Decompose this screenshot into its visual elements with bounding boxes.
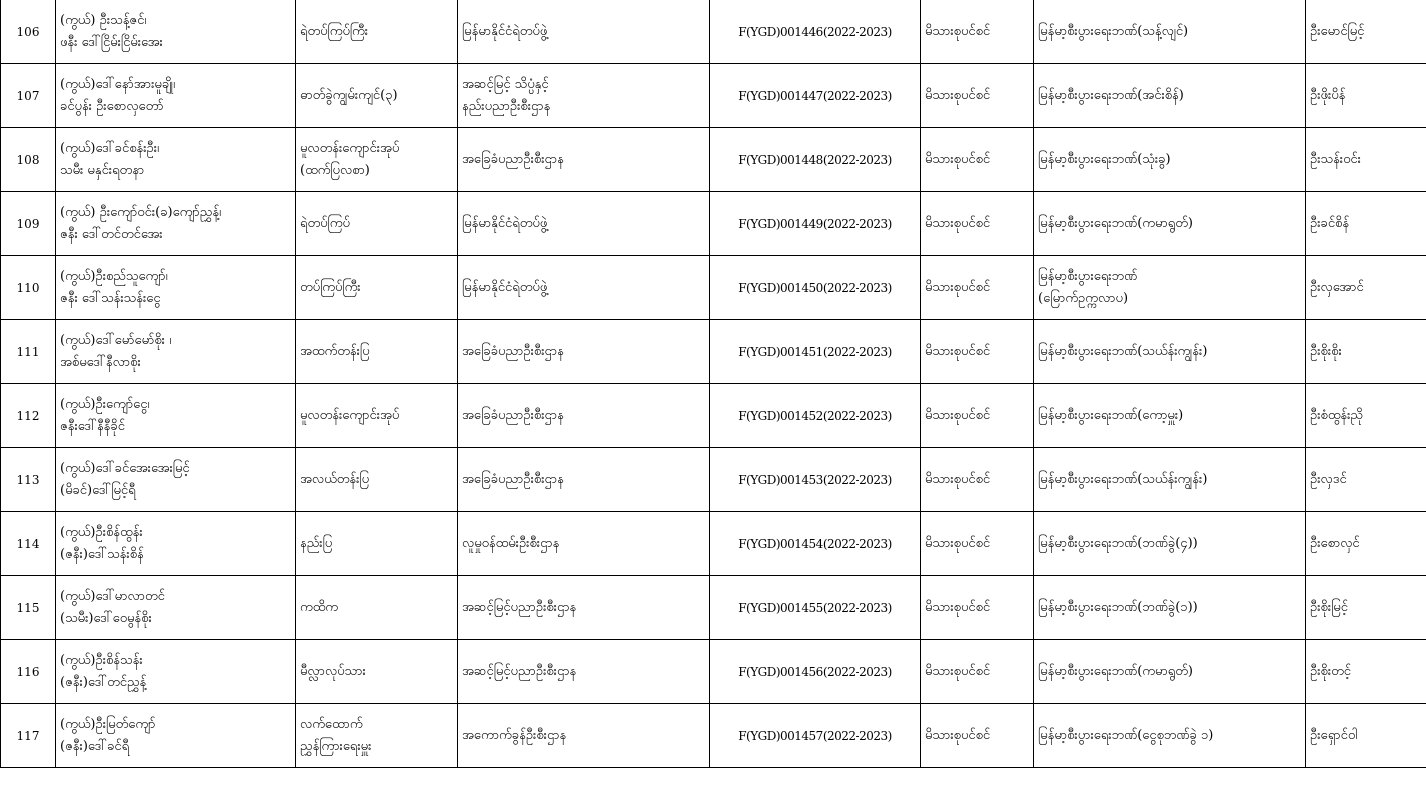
deceased-and-beneficiary-line: (ဇနီး)ဒေါ်တင်ညွှန့်: [60, 674, 147, 690]
row-number-cell: 116: [1, 640, 56, 704]
rank-line: တပ်ကြပ်ကြီး: [300, 279, 361, 295]
department-line: အခြေခံပညာဦးစီးဌာန: [462, 343, 564, 359]
deceased-and-beneficiary-line: (ကွယ်)ဒေါ်ခင်စန်းဦး၊: [60, 140, 160, 156]
pension-code-cell: F(YGD)001448(2022-2023): [710, 128, 921, 192]
rank-line: လက်ထောက်: [300, 716, 363, 732]
department-cell: [458, 384, 710, 448]
payment-bank-line: မြန်မာ့စီးပွားရေးဘဏ်(သယ်န်းကျွန်း): [1038, 471, 1208, 487]
deceased-and-beneficiary-line: (ကွယ်)ဒေါ်ခင်အေးအေးမြင့်: [60, 460, 190, 476]
department-line: အခြေခံပညာဦးစီးဌာန: [462, 151, 564, 167]
pension-type-cell: မိသားစုပင်စင်: [921, 256, 1034, 320]
deceased-and-beneficiary-line: ခင်ပွန်း ဦးစောလှတော်: [60, 98, 164, 114]
rank-cell: [296, 704, 458, 768]
rank-line: မီလ္လာလုပ်သား: [300, 663, 366, 679]
payment-bank-cell: [1034, 576, 1306, 640]
rank-line: မူလတန်းကျောင်းအုပ်: [300, 407, 400, 423]
pension-code-cell: F(YGD)001457(2022-2023): [710, 704, 921, 768]
row-number-cell: 108: [1, 128, 56, 192]
rank-line: ရဲတပ်ကြပ်: [300, 215, 350, 231]
pension-type-cell: မိသားစုပင်စင်: [921, 128, 1034, 192]
department-cell: [458, 256, 710, 320]
deceased-and-beneficiary-line: (ကွယ်)ဦးစိန်ထွန်း: [60, 524, 143, 540]
row-number-cell: 107: [1, 64, 56, 128]
department-cell: [458, 0, 710, 64]
pension-code-cell: F(YGD)001455(2022-2023): [710, 576, 921, 640]
table-row: [1, 512, 1426, 576]
row-number-cell: 106: [1, 0, 56, 64]
pension-code-cell: F(YGD)001449(2022-2023): [710, 192, 921, 256]
department-line: နည်းပညာဦးစီးဌာန: [462, 98, 551, 114]
table-row: [1, 576, 1426, 640]
deceased-and-beneficiary-cell: [56, 256, 296, 320]
pension-code-cell: F(YGD)001447(2022-2023): [710, 64, 921, 128]
pension-type-cell: မိသားစုပင်စင်: [921, 704, 1034, 768]
payment-bank-line: မြန်မာ့စီးပွားရေးဘဏ်(ဘဏ်ခွဲ(၄)): [1038, 535, 1198, 551]
payment-bank-cell: [1034, 256, 1306, 320]
payment-bank-cell: [1034, 64, 1306, 128]
pension-code-cell: F(YGD)001451(2022-2023): [710, 320, 921, 384]
deceased-and-beneficiary-cell: [56, 512, 296, 576]
table-row: [1, 448, 1426, 512]
department-line: အဆင့်မြင့်ပညာဦးစီးဌာန: [462, 663, 577, 679]
pension-type-cell: မိသားစုပင်စင်: [921, 384, 1034, 448]
department-line: မြန်မာနိုင်ငံရဲတပ်ဖွဲ့: [462, 23, 548, 39]
row-number-cell: 114: [1, 512, 56, 576]
deceased-and-beneficiary-cell: [56, 64, 296, 128]
row-number-cell: 115: [1, 576, 56, 640]
department-line: အခြေခံပညာဦးစီးဌာန: [462, 407, 564, 423]
payee-cell: ဦးစိုးမြင့်: [1306, 576, 1426, 640]
payment-bank-line: မြန်မာ့စီးပွားရေးဘဏ်(ကမာရွတ်): [1038, 663, 1193, 679]
payment-bank-line: မြန်မာ့စီးပွားရေးဘဏ်(ဘဏ်ခွဲ(၁)): [1038, 599, 1198, 615]
payee-cell: ဦးစိုးစိုး: [1306, 320, 1426, 384]
table-row: [1, 64, 1426, 128]
department-line: အဆင့်မြင့် သိပ္ပံနှင့်: [462, 76, 549, 92]
row-number-cell: 113: [1, 448, 56, 512]
pension-type-cell: မိသားစုပင်စင်: [921, 64, 1034, 128]
rank-line: (ထက်ပြလစာ): [300, 162, 370, 178]
deceased-and-beneficiary-cell: [56, 576, 296, 640]
rank-cell: [296, 192, 458, 256]
department-cell: [458, 128, 710, 192]
row-number-cell: 109: [1, 192, 56, 256]
table-row: [1, 128, 1426, 192]
department-line: မြန်မာနိုင်ငံရဲတပ်ဖွဲ့: [462, 279, 548, 295]
payment-bank-cell: [1034, 192, 1306, 256]
rank-line: အလယ်တန်းပြ: [300, 471, 370, 487]
table-row: [1, 192, 1426, 256]
department-cell: [458, 192, 710, 256]
rank-cell: [296, 384, 458, 448]
deceased-and-beneficiary-line: အစ်မဒေါ်နီလာစိုး: [60, 354, 141, 370]
table-row: [1, 256, 1426, 320]
payee-cell: ဦးစောလှင်: [1306, 512, 1426, 576]
department-line: လူမှုဝန်ထမ်းဦးစီးဌာန: [462, 535, 560, 551]
deceased-and-beneficiary-line: (ကွယ်)ဒေါ်နော်အားမူချို၊: [60, 76, 176, 92]
rank-cell: [296, 512, 458, 576]
deceased-and-beneficiary-line: (ဇနီး)ဒေါ်ခင်ရီ: [60, 738, 130, 754]
payment-bank-line: မြန်မာ့စီးပွားရေးဘဏ်(အင်းစိန်): [1038, 87, 1184, 103]
table-row: [1, 640, 1426, 704]
rank-cell: [296, 448, 458, 512]
payee-cell: ဦးလှအောင်: [1306, 256, 1426, 320]
deceased-and-beneficiary-line: (ကွယ်)ဦးစည်သူကျော်၊: [60, 268, 168, 284]
pension-code-cell: F(YGD)001456(2022-2023): [710, 640, 921, 704]
department-cell: [458, 576, 710, 640]
department-line: မြန်မာနိုင်ငံရဲတပ်ဖွဲ့: [462, 215, 548, 231]
deceased-and-beneficiary-cell: [56, 128, 296, 192]
deceased-and-beneficiary-line: (ကွယ်) ဦးသန့်ဇင်၊: [60, 12, 147, 28]
rank-line: ညွှန်ကြားရေးမှူး: [300, 738, 372, 754]
rank-cell: [296, 256, 458, 320]
pension-type-cell: မိသားစုပင်စင်: [921, 576, 1034, 640]
payment-bank-line: မြန်မာ့စီးပွားရေးဘဏ်(သုံးခွ): [1038, 151, 1171, 167]
payment-bank-cell: [1034, 448, 1306, 512]
deceased-and-beneficiary-line: ဖနီး ဒေါ်ငြိမ်းငြိမ်းအေး: [60, 34, 163, 50]
rank-cell: [296, 320, 458, 384]
row-number-cell: 110: [1, 256, 56, 320]
deceased-and-beneficiary-cell: [56, 640, 296, 704]
deceased-and-beneficiary-cell: [56, 0, 296, 64]
pension-code-cell: F(YGD)001446(2022-2023): [710, 0, 921, 64]
table-row: [1, 320, 1426, 384]
payment-bank-line: မြန်မာ့စီးပွားရေးဘဏ်(သယ်န်းကျွန်း): [1038, 343, 1208, 359]
payment-bank-cell: [1034, 320, 1306, 384]
payee-cell: ဦးဖိုးပိန်: [1306, 64, 1426, 128]
department-line: အဆင့်မြင့်ပညာဦးစီးဌာန: [462, 599, 577, 615]
pension-code-cell: F(YGD)001453(2022-2023): [710, 448, 921, 512]
rank-cell: [296, 128, 458, 192]
payment-bank-cell: [1034, 384, 1306, 448]
payment-bank-cell: [1034, 704, 1306, 768]
deceased-and-beneficiary-line: သမီး မနှင်းရတနာ: [60, 162, 145, 178]
department-cell: [458, 704, 710, 768]
pension-code-cell: F(YGD)001450(2022-2023): [710, 256, 921, 320]
deceased-and-beneficiary-line: (ကွယ်)ဦးကျော်ငွေ၊: [60, 396, 150, 412]
department-cell: [458, 448, 710, 512]
department-line: အခြေခံပညာဦးစီးဌာန: [462, 471, 564, 487]
payee-cell: ဦးသန်းဝင်း: [1306, 128, 1426, 192]
rank-line: အထက်တန်းပြ: [300, 343, 370, 359]
rank-line: ကထိက: [300, 599, 339, 615]
payment-bank-line: (မြောက်ဥက္ကလာပ): [1038, 290, 1129, 306]
payment-bank-line: မြန်မာ့စီးပွားရေးဘဏ်(ကမာရွတ်): [1038, 215, 1193, 231]
row-number-cell: 111: [1, 320, 56, 384]
department-cell: [458, 320, 710, 384]
table-body: [1, 0, 1426, 768]
payee-cell: ဦးရှောင်ဝါ: [1306, 704, 1426, 768]
deceased-and-beneficiary-cell: [56, 320, 296, 384]
payee-cell: ဦးခင်စိန်: [1306, 192, 1426, 256]
rank-line: ရဲတပ်ကြပ်ကြီး: [300, 23, 369, 39]
payment-bank-line: မြန်မာ့စီးပွားရေးဘဏ်: [1038, 268, 1138, 284]
payment-bank-line: မြန်မာ့စီးပွားရေးဘဏ်(ကော့မှူး): [1038, 407, 1184, 423]
deceased-and-beneficiary-line: ဇနီး ဒေါ်တင်တင်အေး: [60, 226, 163, 242]
department-cell: [458, 64, 710, 128]
rank-line: ဓာတ်ခွဲကျွမ်းကျင်(၃): [300, 87, 398, 103]
pension-type-cell: မိသားစုပင်စင်: [921, 0, 1034, 64]
deceased-and-beneficiary-line: (ကွယ်)ဦးစိန်သန်း: [60, 652, 143, 668]
deceased-and-beneficiary-line: (ကွယ်)ဦးမြတ်ကျော်: [60, 716, 156, 732]
row-number-cell: 112: [1, 384, 56, 448]
table-row: [1, 0, 1426, 64]
deceased-and-beneficiary-cell: [56, 192, 296, 256]
row-number-cell: 117: [1, 704, 56, 768]
deceased-and-beneficiary-line: (မိခင်)ဒေါ်မြင့်ရီ: [60, 482, 136, 498]
pension-type-cell: မိသားစုပင်စင်: [921, 640, 1034, 704]
payee-cell: ဦးမောင်မြင့်: [1306, 0, 1426, 64]
department-cell: [458, 512, 710, 576]
department-cell: [458, 640, 710, 704]
payment-bank-cell: [1034, 0, 1306, 64]
deceased-and-beneficiary-line: (ဇနီး)ဒေါ်သန်းစိန်: [60, 546, 144, 562]
deceased-and-beneficiary-line: (သမီး)ဒေါ်ဝေမွန်စိုး: [60, 610, 152, 626]
deceased-and-beneficiary-line: ဇနီးဒေါ်နီနီခိုင်: [60, 418, 125, 434]
pension-type-cell: မိသားစုပင်စင်: [921, 512, 1034, 576]
payment-bank-line: မြန်မာ့စီးပွားရေးဘဏ်(သန့်လျင်): [1038, 23, 1189, 39]
pension-code-cell: F(YGD)001454(2022-2023): [710, 512, 921, 576]
payee-cell: ဦးစံထွန်းညို: [1306, 384, 1426, 448]
pension-code-cell: F(YGD)001452(2022-2023): [710, 384, 921, 448]
rank-cell: [296, 576, 458, 640]
deceased-and-beneficiary-line: (ကွယ်)ဒေါ်မာလာတင်: [60, 588, 165, 604]
payment-bank-cell: [1034, 128, 1306, 192]
deceased-and-beneficiary-cell: [56, 704, 296, 768]
rank-line: နည်းပြ: [300, 535, 333, 551]
table-row: [1, 704, 1426, 768]
pension-type-cell: မိသားစုပင်စင်: [921, 192, 1034, 256]
rank-cell: [296, 64, 458, 128]
rank-cell: [296, 0, 458, 64]
deceased-and-beneficiary-line: (ကွယ်) ဦးကျော်ဝင်း(ခ)ကျော်ညွှန့်၊: [60, 204, 222, 220]
deceased-and-beneficiary-line: ဇနီး ဒေါ်သန်းသန်းငွေ: [60, 290, 161, 306]
deceased-and-beneficiary-line: (ကွယ်)ဒေါ်မော်မော်စိုး ၊: [60, 332, 172, 348]
payee-cell: ဦးစိုးတင့်: [1306, 640, 1426, 704]
pension-type-cell: မိသားစုပင်စင်: [921, 448, 1034, 512]
pension-type-cell: မိသားစုပင်စင်: [921, 320, 1034, 384]
deceased-and-beneficiary-cell: [56, 448, 296, 512]
payment-bank-cell: [1034, 640, 1306, 704]
department-line: အကောက်ခွန်ဦးစီးဌာန: [462, 727, 567, 743]
payment-bank-line: မြန်မာ့စီးပွားရေးဘဏ်(ငွေစုဘဏ်ခွဲ ၁): [1038, 727, 1214, 743]
table-row: [1, 384, 1426, 448]
payment-bank-cell: [1034, 512, 1306, 576]
payee-cell: ဦးလှဒင်: [1306, 448, 1426, 512]
deceased-and-beneficiary-cell: [56, 384, 296, 448]
rank-cell: [296, 640, 458, 704]
rank-line: မူလတန်းကျောင်းအုပ်: [300, 140, 400, 156]
